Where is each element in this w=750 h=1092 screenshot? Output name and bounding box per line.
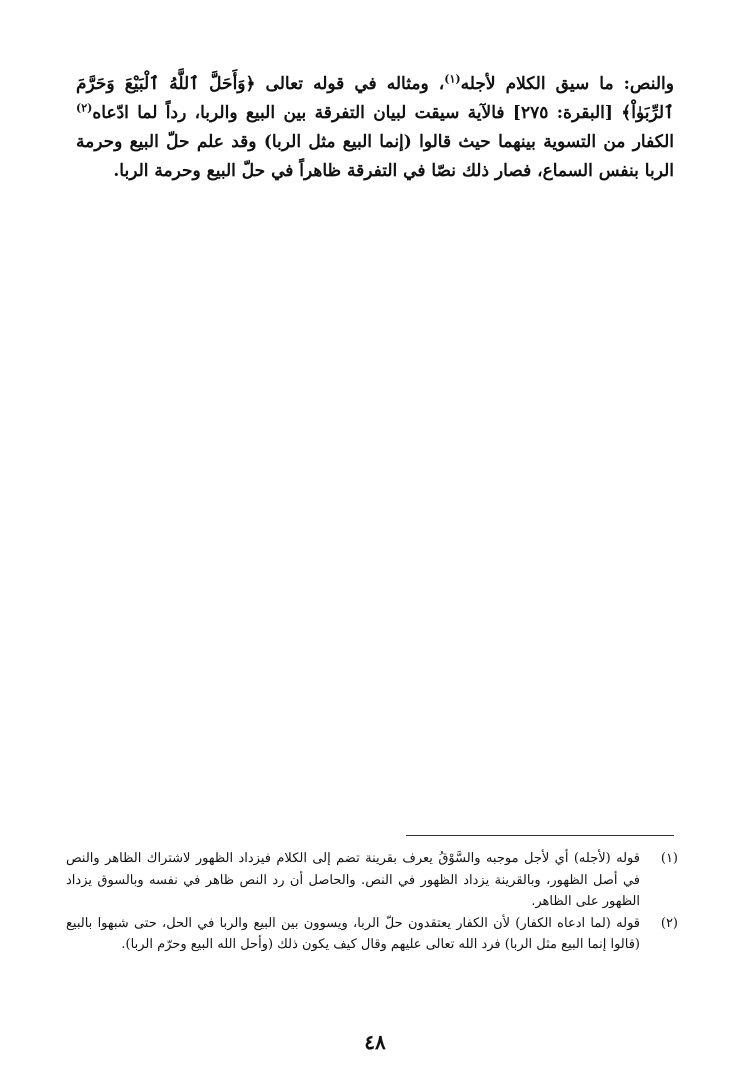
footnote-1-text: قوله (لأجله) أي لأجل موجبه والسَّوْقُ يعرف بقرينة تضم إلى الكلام فيزداد الظهور لاشتراك الظاهر والنص في أصل الظهور، وبالقرينة يزداد الظهور في النص. والحاصل أن رد النص ظاهر في نفسه وبالسوق يزداد الظهور على الظاهر. (66, 851, 640, 909)
page-number: ٤٨ (364, 1030, 386, 1054)
main-paragraph (76, 70, 674, 186)
footnote-ref-1[interactable]: (١) (444, 72, 461, 86)
main-text-part-1: والنص: ما سيق الكلام لأجله (460, 74, 674, 94)
main-text-part-3: [البقرة: ٢٧٥] فالآية سيقت لبيان التفرقة بين البيع والربا، رداً لما ادّعاه (92, 103, 622, 123)
main-text-part-4: الكفار من التسوية بينهما حيث قالوا (إنما البيع مثل الربا) وقد علم حلّ البيع وحرمة الربا بنفس السماع، فصار ذلك نصّا في التفرقة ظاهراً في حلّ البيع وحرمة الربا. (76, 132, 674, 181)
footnote-2-number: (٢) (660, 915, 678, 931)
main-text-part-2: ، ومثاله في قوله تعالى (255, 74, 445, 94)
footnote-1 (66, 848, 678, 913)
footnotes-section (66, 848, 678, 956)
footnote-2-text: قوله (لما ادعاه الكفار) لأن الكفار يعتقدون حلّ الربا، ويسوون بين البيع والربا في الحل، حتى شبهوا بالبيع (قالوا إنما البيع مثل الربا) فرد الله تعالى عليهم وقال كيف يكون ذلك (وأحل الله البيع وحرّم الربا). (66, 915, 640, 952)
footnote-1-number: (١) (660, 851, 678, 866)
quran-verse: ﴿وَأَحَلَّ ٱللَّهُ ٱلْبَيْعَ وَحَرَّمَ ٱلرِّبَوٰاْ﴾ (76, 74, 675, 123)
footnote-separator (406, 835, 674, 836)
footnote-2 (66, 913, 678, 956)
footnote-ref-2[interactable]: (٢) (76, 101, 93, 115)
